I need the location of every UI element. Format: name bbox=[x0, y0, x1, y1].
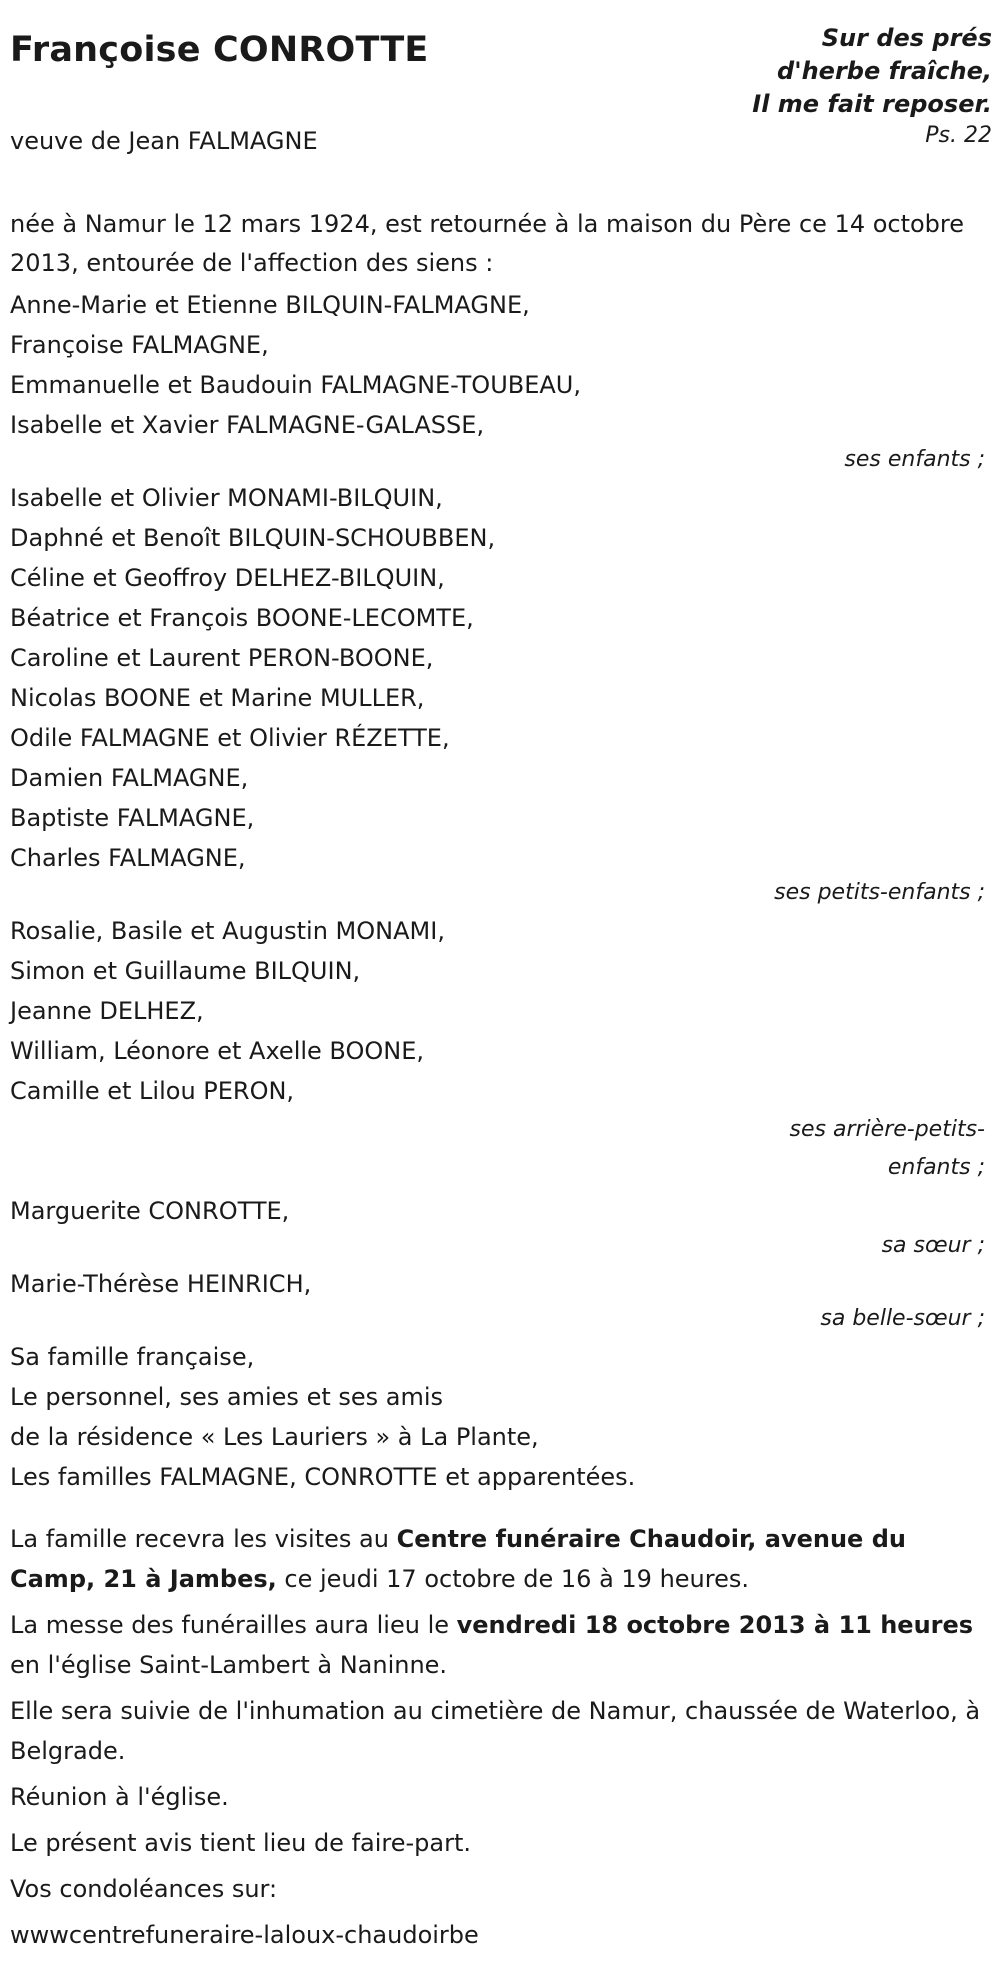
relation-label: sa belle-sœur ; bbox=[820, 1306, 985, 1331]
family-name: Camille et Lilou PERON, bbox=[10, 1077, 295, 1105]
mass-info: La messe des funérailles aura lieu le vendredi 18 octobre 2013 à 11 heures en l'église Saint-Lambert à Naninne. bbox=[10, 1611, 974, 1679]
sister-in-law-block bbox=[10, 1264, 995, 1333]
family-name: Nicolas BOONE et Marine MULLER, bbox=[10, 684, 425, 712]
family-name: Emmanuelle et Baudouin FALMAGNE-TOUBEAU, bbox=[10, 371, 581, 399]
children-block bbox=[10, 285, 995, 474]
family-name: Le personnel, ses amies et ses amis bbox=[10, 1383, 444, 1411]
verse-reference: Ps. 22 bbox=[925, 123, 992, 148]
verse-line: Il me fait reposer. bbox=[752, 90, 992, 118]
notice-info: Le présent avis tient lieu de faire-part. bbox=[10, 1829, 472, 1857]
burial-info: Elle sera suivie de l'inhumation au cimetière de Namur, chaussée de Waterloo, à Belgrade. bbox=[10, 1697, 981, 1765]
family-name: Rosalie, Basile et Augustin MONAMI, bbox=[10, 917, 445, 945]
great-grandchildren-block bbox=[10, 911, 995, 1187]
family-name: Anne-Marie et Etienne BILQUIN-FALMAGNE, bbox=[10, 291, 530, 319]
family-name: Baptiste FALMAGNE, bbox=[10, 804, 255, 832]
relation-line: ses arrière-petits- bbox=[789, 1117, 985, 1142]
ceremony-info bbox=[10, 1519, 995, 1955]
deceased-name: Françoise CONROTTE bbox=[10, 30, 429, 70]
family-name: Daphné et Benoît BILQUIN-SCHOUBBEN, bbox=[10, 524, 496, 552]
condolences-label: Vos condoléances sur: bbox=[10, 1875, 278, 1903]
family-name: Simon et Guillaume BILQUIN, bbox=[10, 957, 361, 985]
family-name: Les familles FALMAGNE, CONROTTE et apparentées. bbox=[10, 1463, 636, 1491]
verse-line: d'herbe fraîche, bbox=[777, 57, 992, 85]
sister-block bbox=[10, 1191, 995, 1260]
family-name: Céline et Geoffroy DELHEZ-BILQUIN, bbox=[10, 564, 445, 592]
family-name: Marie-Thérèse HEINRICH, bbox=[10, 1270, 312, 1298]
family-name: William, Léonore et Axelle BOONE, bbox=[10, 1037, 424, 1065]
family-name: Odile FALMAGNE et Olivier RÉZETTE, bbox=[10, 724, 450, 752]
meeting-info: Réunion à l'église. bbox=[10, 1783, 229, 1811]
family-name: Isabelle et Olivier MONAMI-BILQUIN, bbox=[10, 484, 443, 512]
family-name: Caroline et Laurent PERON-BOONE, bbox=[10, 644, 434, 672]
relation-label: sa sœur ; bbox=[881, 1233, 985, 1258]
family-name: Isabelle et Xavier FALMAGNE-GALASSE, bbox=[10, 411, 485, 439]
visits-info: La famille recevra les visites au Centre funéraire Chaudoir, avenue du Camp, 21 à Jambes, ce jeudi 17 octobre de 16 à 19 heures. bbox=[10, 1525, 906, 1593]
others-block bbox=[10, 1337, 995, 1497]
family-name: Jeanne DELHEZ, bbox=[10, 997, 204, 1025]
family-name: de la résidence « Les Lauriers » à La Plante, bbox=[10, 1423, 539, 1451]
psalm-verse bbox=[752, 22, 992, 151]
announcement: née à Namur le 12 mars 1924, est retournée à la maison du Père ce 14 octobre 2013, entourée de l'affection des siens : bbox=[10, 210, 965, 277]
family-name: Marguerite CONROTTE, bbox=[10, 1197, 290, 1225]
relation-label: ses petits-enfants ; bbox=[774, 880, 985, 905]
family-name: Sa famille française, bbox=[10, 1343, 255, 1371]
widow-of: veuve de Jean FALMAGNE bbox=[10, 127, 318, 155]
family-name: Françoise FALMAGNE, bbox=[10, 331, 269, 359]
verse-line: Sur des prés bbox=[821, 24, 992, 52]
obituary-body bbox=[10, 205, 995, 1961]
relation-label: ses enfants ; bbox=[844, 447, 985, 472]
website-link[interactable]: wwwcentrefuneraire-laloux-chaudoirbe bbox=[10, 1921, 479, 1949]
family-name: Damien FALMAGNE, bbox=[10, 764, 249, 792]
relation-line: enfants ; bbox=[887, 1155, 985, 1180]
family-name: Charles FALMAGNE, bbox=[10, 844, 246, 872]
grandchildren-block bbox=[10, 478, 995, 907]
relation-label bbox=[755, 1111, 985, 1187]
family-name: Béatrice et François BOONE-LECOMTE, bbox=[10, 604, 474, 632]
